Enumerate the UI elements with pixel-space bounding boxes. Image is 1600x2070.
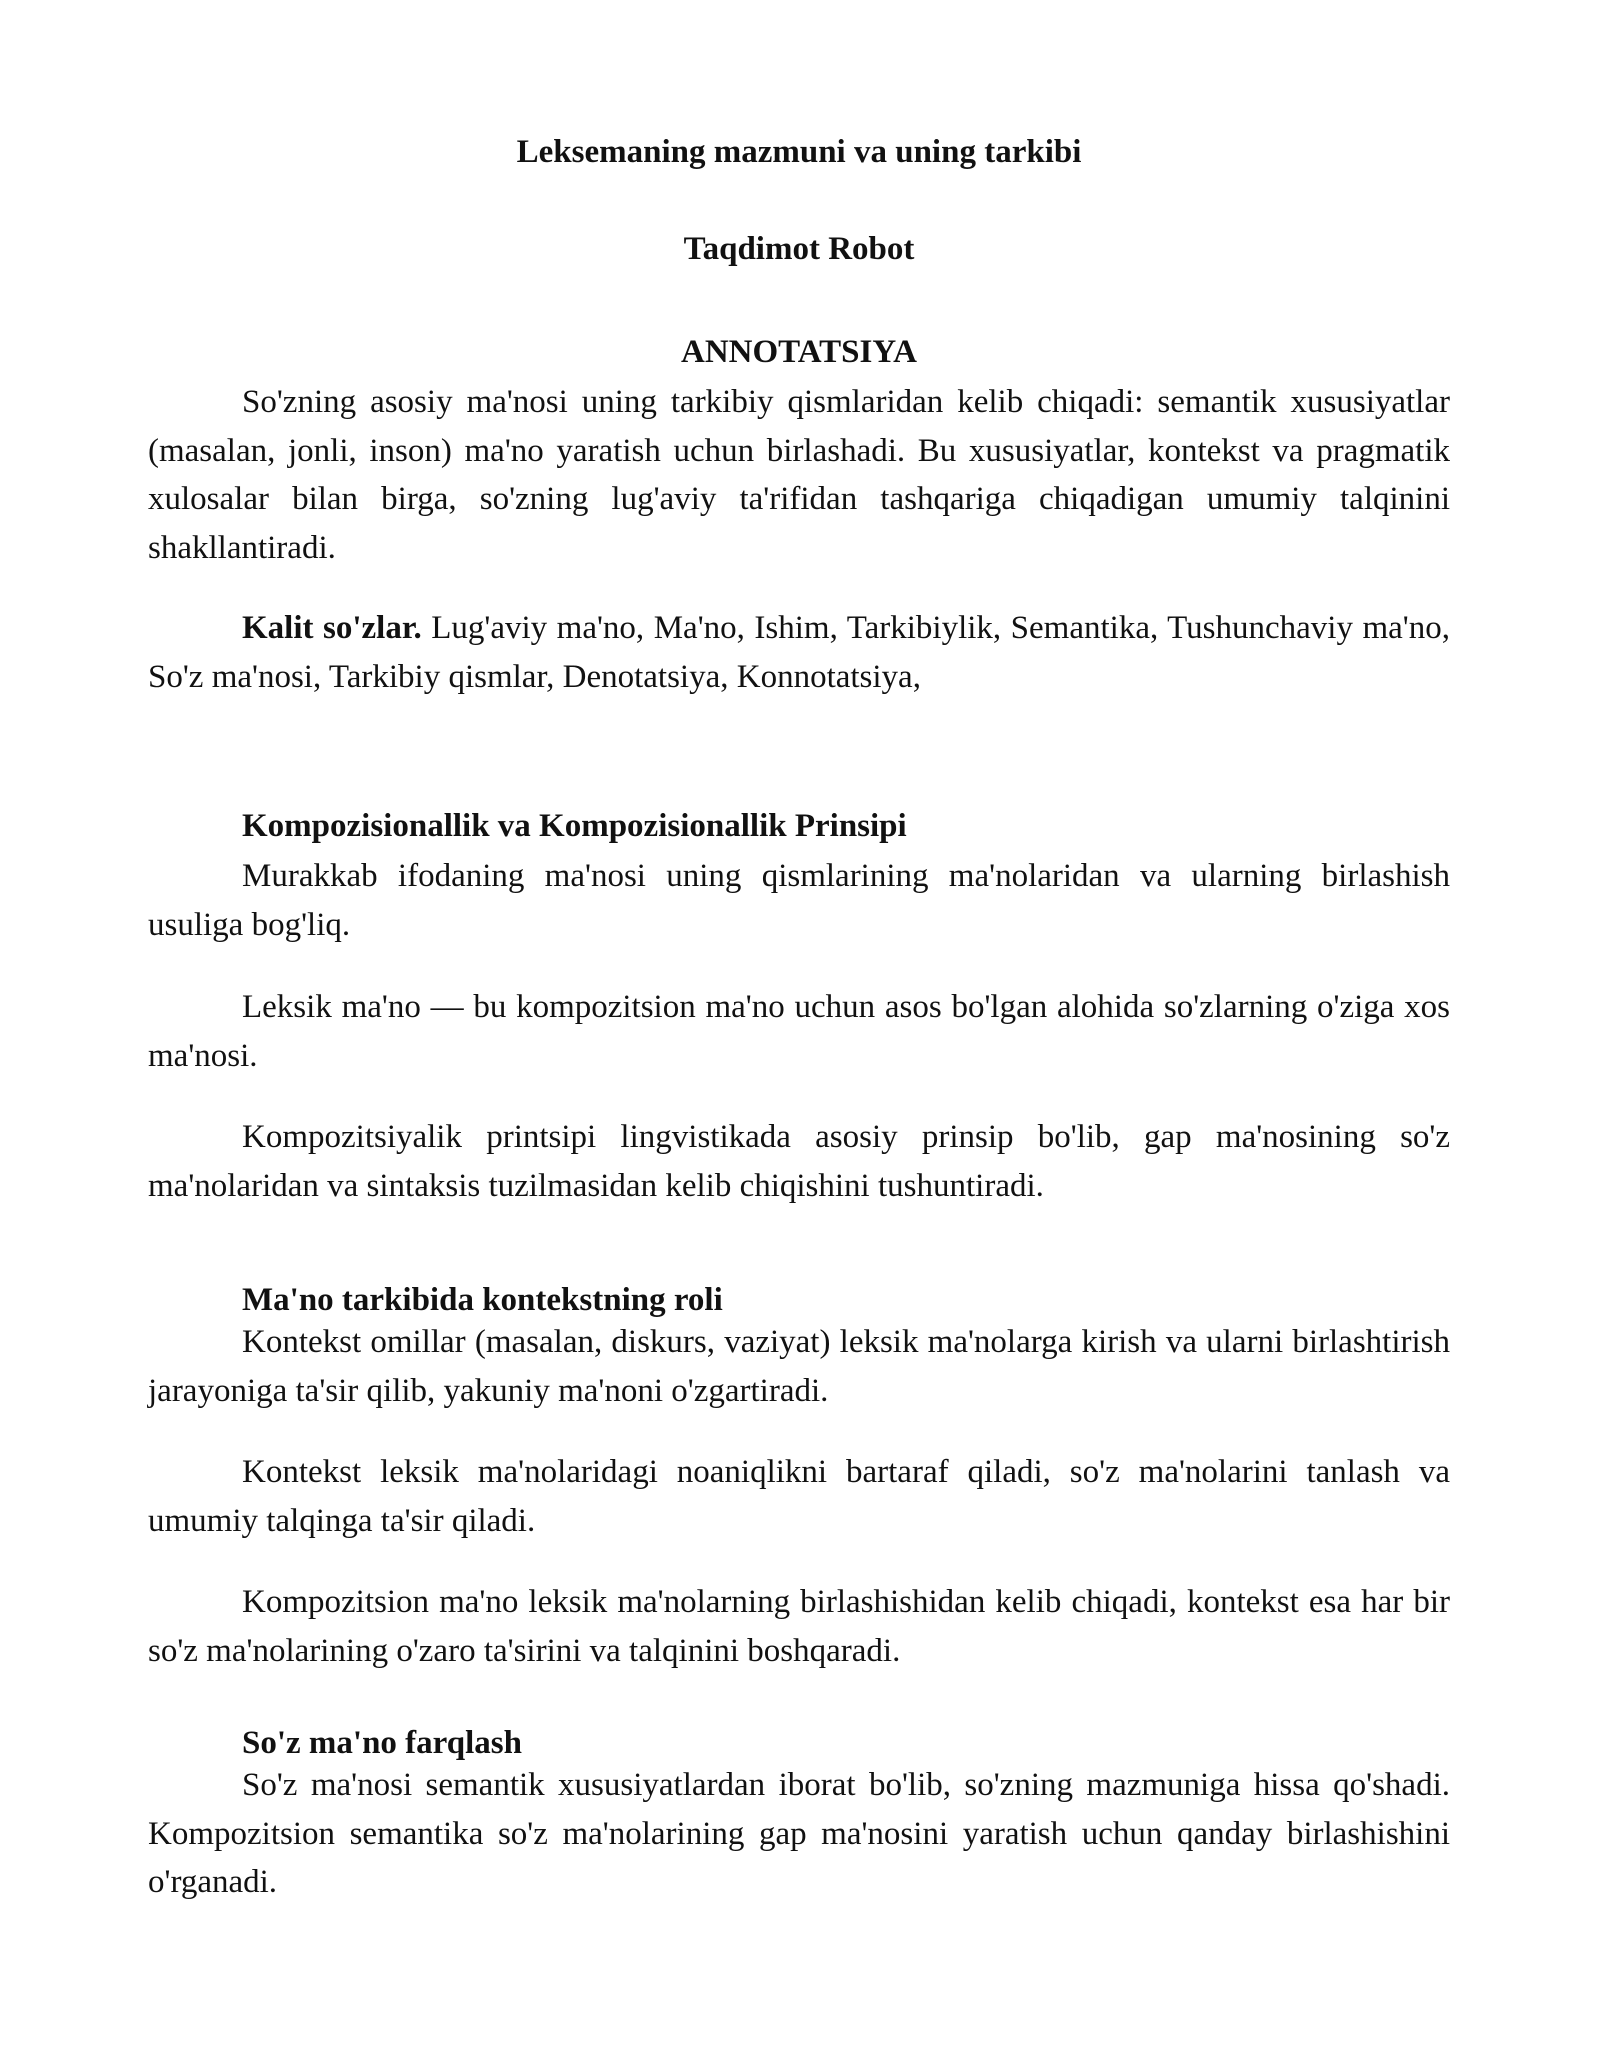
annotation-heading: ANNOTATSIYA [681, 334, 917, 370]
section-paragraph: Leksik ma'no — bu kompozitsion ma'no uchun asos bo'lgan alohida so'zlarning o'ziga xos ma'nosi. [148, 989, 1450, 1074]
document-title: Leksemaning mazmuni va uning tarkibi [516, 134, 1082, 170]
keywords-paragraph [148, 604, 1450, 701]
section-paragraph: So'z ma'nosi semantik xususiyatlardan iborat bo'lib, so'zning mazmuniga hissa qo'shadi. Kompozitsion semantika so'z ma'nolarining gap ma'nosini yaratish uchun qanday birlashishini o'rganadi. [148, 1767, 1450, 1900]
section-heading: Ma'no tarkibida kontekstning roli [242, 1282, 723, 1318]
section-paragraph: Kontekst omillar (masalan, diskurs, vaziyat) leksik ma'nolarga kirish va ularni birlashtirish jarayoniga ta'sir qilib, yakuniy ma'noni o'zgartiradi. [148, 1324, 1450, 1409]
section-heading: Kompozisionallik va Kompozisionallik Prinsipi [242, 808, 907, 844]
keywords-list: Lug'aviy ma'no, Ma'no, Ishim, Tarkibiylik, Semantika, Tushunchaviy ma'no, So'z ma'nosi, Tarkibiy qismlar, Denotatsiya, Konnotatsiya, [148, 610, 1450, 695]
keywords-label: Kalit so'zlar. [242, 610, 422, 646]
annotation-paragraph: So'zning asosiy ma'nosi uning tarkibiy qismlaridan kelib chiqadi: semantik xususiyatlar (masalan, jonli, inson) ma'no yaratish uchun birlashadi. Bu xususiyatlar, kontekst va pragmatik xulosalar bilan birga, so'zning lug'aviy ta'rifidan tashqariga chiqadigan umumiy talqinini shakllantiradi. [148, 384, 1450, 566]
section-heading: So'z ma'no farqlash [242, 1725, 522, 1761]
section-paragraph: Murakkab ifodaning ma'nosi uning qismlarining ma'nolaridan va ularning birlashish usuliga bog'liq. [148, 858, 1450, 943]
document-author: Taqdimot Robot [683, 231, 915, 267]
section-paragraph: Kontekst leksik ma'nolaridagi noaniqlikni bartaraf qiladi, so'z ma'nolarini tanlash va umumiy talqinga ta'sir qiladi. [148, 1454, 1450, 1539]
section-paragraph: Kompozitsiyalik printsipi lingvistikada asosiy prinsip bo'lib, gap ma'nosining so'z ma'nolaridan va sintaksis tuzilmasidan kelib chiqishini tushuntiradi. [148, 1119, 1450, 1204]
section-paragraph: Kompozitsion ma'no leksik ma'nolarning birlashishidan kelib chiqadi, kontekst esa har bir so'z ma'nolarining o'zaro ta'sirini va talqinini boshqaradi. [148, 1584, 1450, 1669]
